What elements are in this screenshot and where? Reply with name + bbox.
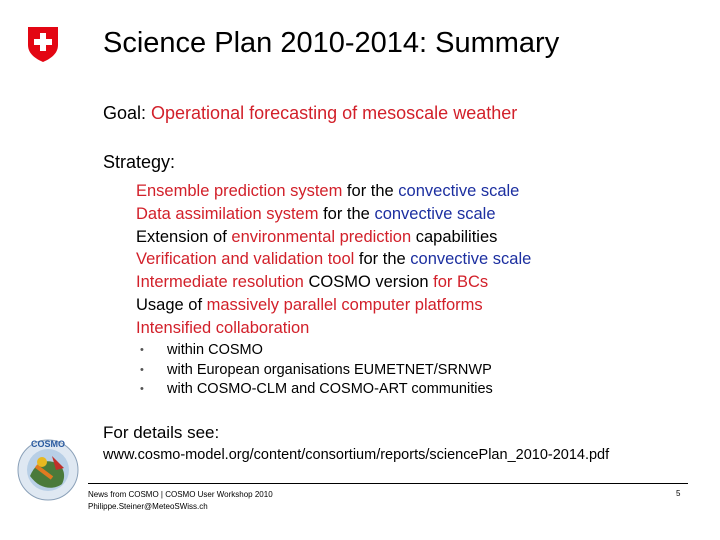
swiss-shield-icon (26, 25, 60, 63)
item-part: Intermediate resolution (136, 273, 304, 292)
item-part: Verification and validation tool (136, 250, 355, 269)
strategy-item (136, 271, 531, 294)
strategy-list (136, 180, 531, 340)
item-part: for the (354, 250, 411, 269)
footer-divider (88, 483, 688, 484)
sub-bullet (140, 380, 493, 400)
item-part: Data assimilation system (136, 204, 319, 223)
item-part: for BCs (433, 273, 489, 292)
page-number: 5 (676, 489, 681, 498)
item-part: for the (342, 182, 399, 200)
bullet-icon: • (140, 383, 144, 395)
sub-bullet (140, 341, 493, 361)
sub-bullet-text: with COSMO-CLM and COSMO-ART communities (167, 381, 493, 397)
details-url[interactable]: www.cosmo-model.org/content/consortium/reports/sciencePlan_2010-2014.pdf (103, 447, 610, 463)
item-part: COSMO version (303, 273, 434, 292)
footer-text (88, 489, 273, 513)
sub-bullet-text: within COSMO (167, 342, 263, 358)
strategy-item (136, 180, 531, 203)
sub-bullet-text: with European organisations EUMETNET/SRNWP (167, 361, 492, 378)
logo-text: COSMO (30, 439, 66, 449)
strategy-item (136, 317, 531, 340)
item-part: convective scale (374, 204, 496, 223)
bullet-icon: • (140, 363, 144, 376)
item-part: Extension of (136, 227, 232, 246)
strategy-item (136, 226, 531, 249)
item-part: for the (318, 204, 375, 223)
strategy-item (136, 294, 531, 317)
cosmo-logo-icon (12, 432, 84, 504)
item-part: massively parallel computer platforms (206, 295, 483, 314)
strategy-label: Strategy: (103, 152, 176, 172)
item-part: capabilities (411, 227, 498, 246)
collaboration-sublist (140, 341, 493, 400)
slide-title: Science Plan 2010-2014: Summary (103, 27, 560, 59)
footer-line2: Philippe.Steiner@MeteoSWiss.ch (88, 502, 208, 511)
item-part: environmental prediction (231, 227, 412, 246)
item-part: Usage of (136, 295, 207, 314)
strategy-item (136, 203, 531, 226)
goal-line (103, 103, 517, 124)
goal-text: Operational forecasting of mesoscale weather (151, 103, 518, 123)
footer-line1: News from COSMO | COSMO User Workshop 2010 (88, 490, 273, 499)
sub-bullet (140, 361, 493, 381)
strategy-item (136, 248, 531, 271)
item-part: Intensified collaboration (136, 318, 310, 337)
goal-label: Goal: (103, 103, 152, 123)
bullet-icon: • (140, 344, 144, 356)
item-part: Ensemble prediction system (136, 182, 343, 200)
item-part: convective scale (410, 250, 532, 269)
details-label: For details see: (103, 423, 220, 442)
item-part: convective scale (398, 182, 520, 200)
